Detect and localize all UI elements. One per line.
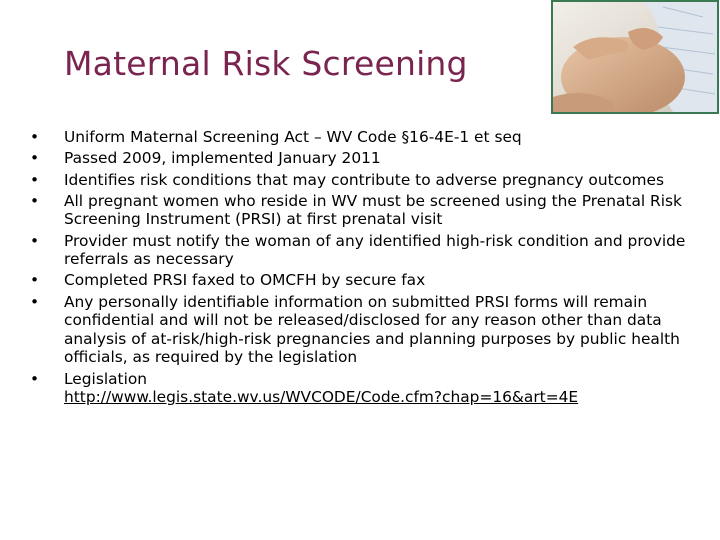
bullet-item [30,128,710,147]
bullet-glyph: • [30,191,40,210]
legislation-link[interactable]: http://www.legis.state.wv.us/WVCODE/Code.cfm?chap=16&art=4E [64,388,579,407]
bullet-glyph: • [30,128,40,146]
bullet-item [30,171,710,190]
bullet-text: Passed 2009, implemented January 2011 [64,149,381,168]
bullet-glyph: • [30,231,40,250]
bullet-text: Any personally identifiable information on submitted PRSI forms will remain confidential and will not be released/disclosed for any reason other than data analysis of at-risk/high-risk pregnancies and planning purposes by public health officials, as required by the legislation [64,292,680,367]
bullet-glyph: • [30,271,40,290]
bullet-item [30,149,710,168]
bullet-glyph: • [30,292,40,311]
bullet-text: Identifies risk conditions that may contribute to adverse pregnancy outcomes [64,170,664,189]
bullet-text: Provider must notify the woman of any identified high-risk condition and provide referrals as necessary [64,231,686,269]
bullet-glyph: • [30,369,40,388]
bullet-item [30,232,710,269]
bullet-text: Legislation [64,369,148,388]
bullet-list [30,128,710,409]
bullet-glyph: • [30,170,40,189]
bullet-item [30,293,710,367]
bullet-text: All pregnant women who reside in WV must be screened using the Prenatal Risk Screening Instrument (PRSI) at first prenatal visit [64,191,682,229]
bullet-glyph: • [30,149,40,168]
bullet-item [30,192,710,229]
pregnancy-photo [551,0,719,114]
pregnancy-photo-illustration [553,2,717,112]
bullet-text: Uniform Maternal Screening Act – WV Code §16-4E-1 et seq [64,128,522,146]
bullet-item-legislation [30,370,710,407]
bullet-item [30,271,710,290]
bullet-text: Completed PRSI faxed to OMCFH by secure fax [64,271,426,290]
slide-title: Maternal Risk Screening [64,44,468,83]
